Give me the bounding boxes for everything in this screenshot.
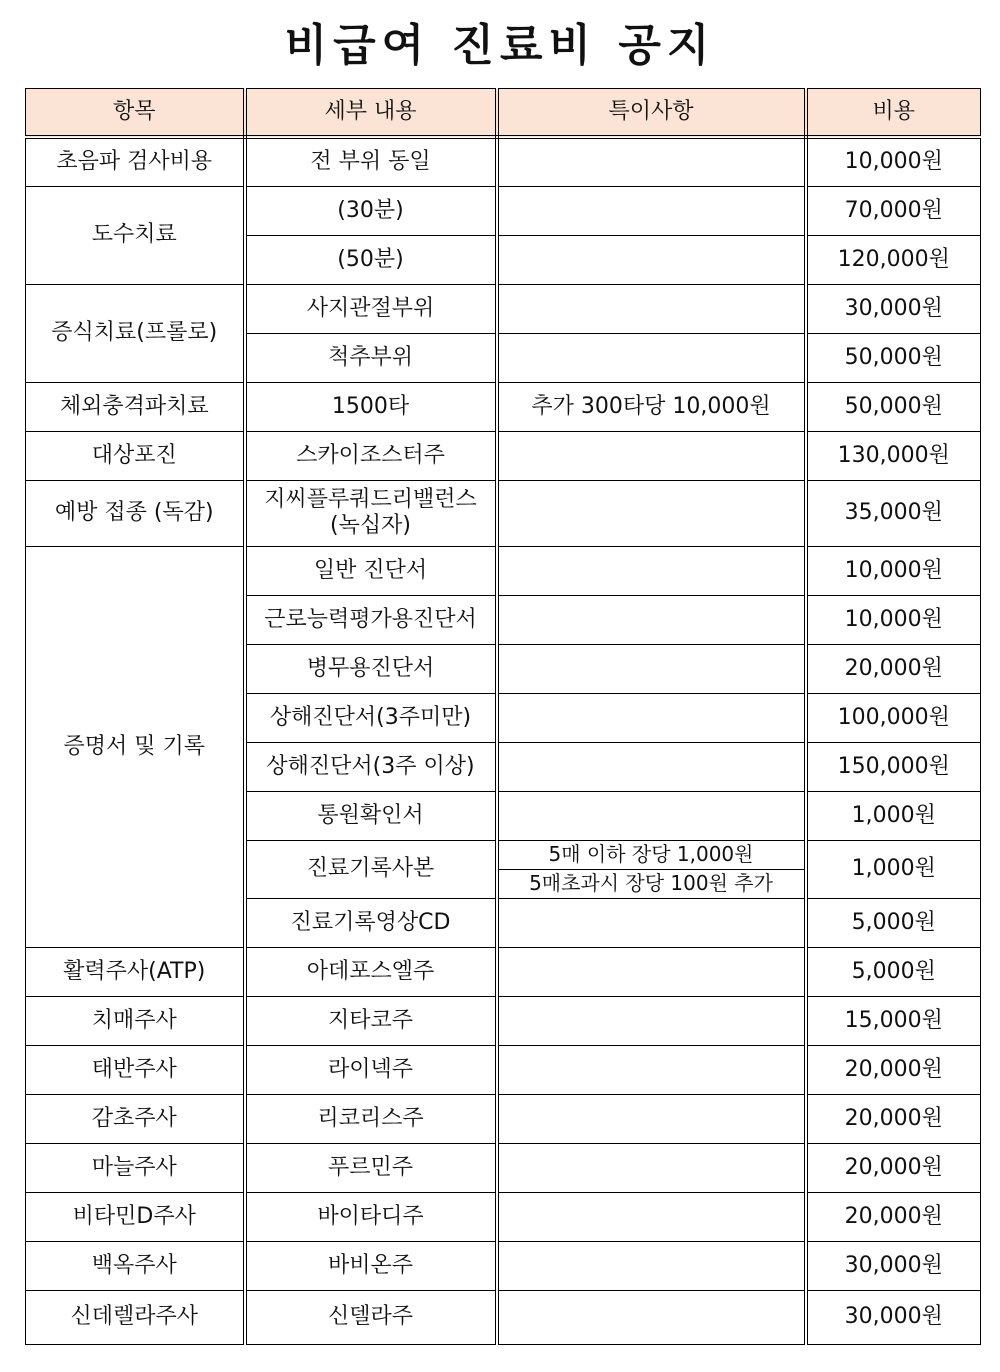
table-header-row	[26, 89, 981, 138]
note-cell	[497, 284, 806, 333]
page-title: 비급여 진료비 공지	[284, 20, 716, 71]
table-row	[26, 284, 981, 333]
note-cell	[497, 431, 806, 480]
item-cell: 도수치료	[26, 186, 245, 284]
note-cell	[497, 1094, 806, 1143]
note-cell	[497, 996, 806, 1045]
table-row	[26, 1192, 981, 1241]
detail-cell: 1500타	[245, 382, 497, 431]
item-cell: 비타민D주사	[26, 1192, 245, 1241]
table-row	[26, 1094, 981, 1143]
cost-cell: 100,000원	[806, 693, 981, 742]
note-cell	[497, 898, 806, 947]
cost-cell: 50,000원	[806, 382, 981, 431]
detail-cell: 푸르민주	[245, 1143, 497, 1192]
detail-cell: 근로능력평가용진단서	[245, 595, 497, 644]
cost-cell: 20,000원	[806, 1192, 981, 1241]
item-cell: 증식치료(프롤로)	[26, 284, 245, 382]
cost-cell: 15,000원	[806, 996, 981, 1045]
item-cell: 증명서 및 기록	[26, 546, 245, 947]
note-cell	[497, 840, 806, 898]
cost-cell: 35,000원	[806, 480, 981, 546]
note-cell	[497, 693, 806, 742]
table-row	[26, 996, 981, 1045]
cost-cell: 10,000원	[806, 595, 981, 644]
detail-cell: 상해진단서(3주 이상)	[245, 742, 497, 791]
detail-cell: 사지관절부위	[245, 284, 497, 333]
detail-cell: 일반 진단서	[245, 546, 497, 595]
detail-cell: 척추부위	[245, 333, 497, 382]
item-cell: 치매주사	[26, 996, 245, 1045]
item-cell: 마늘주사	[26, 1143, 245, 1192]
header-item: 항목	[26, 89, 245, 138]
cost-cell: 1,000원	[806, 840, 981, 898]
detail-cell: 스카이조스터주	[245, 431, 497, 480]
detail-cell: (50분)	[245, 235, 497, 284]
note-cell	[497, 644, 806, 693]
item-cell: 예방 접종 (독감)	[26, 480, 245, 546]
note-cell	[497, 235, 806, 284]
detail-cell: 신델라주	[245, 1290, 497, 1344]
detail-cell: 진료기록사본	[245, 840, 497, 898]
detail-cell: 통원확인서	[245, 791, 497, 840]
cost-cell: 120,000원	[806, 235, 981, 284]
detail-cell: 아데포스엘주	[245, 947, 497, 996]
cost-cell: 130,000원	[806, 431, 981, 480]
detail-line: (녹십자)	[330, 513, 411, 538]
detail-cell: (30분)	[245, 186, 497, 235]
header-cost: 비용	[806, 89, 981, 138]
detail-cell: 바비온주	[245, 1241, 497, 1290]
detail-cell	[245, 480, 497, 546]
note-cell	[497, 186, 806, 235]
note-cell	[497, 1290, 806, 1344]
item-cell: 체외충격파치료	[26, 382, 245, 431]
cost-cell: 1,000원	[806, 791, 981, 840]
cost-cell: 5,000원	[806, 947, 981, 996]
item-cell: 초음파 검사비용	[26, 137, 245, 186]
cost-cell: 30,000원	[806, 284, 981, 333]
note-cell	[497, 333, 806, 382]
table-row	[26, 1045, 981, 1094]
fee-table	[25, 88, 981, 1345]
item-cell: 대상포진	[26, 431, 245, 480]
detail-cell: 병무용진단서	[245, 644, 497, 693]
cost-cell: 70,000원	[806, 186, 981, 235]
cost-cell: 50,000원	[806, 333, 981, 382]
note-cell	[497, 137, 806, 186]
table-row	[26, 382, 981, 431]
table-row	[26, 947, 981, 996]
detail-cell: 전 부위 동일	[245, 137, 497, 186]
detail-cell: 바이타디주	[245, 1192, 497, 1241]
note-cell	[497, 480, 806, 546]
cost-cell: 30,000원	[806, 1290, 981, 1344]
cost-cell: 20,000원	[806, 644, 981, 693]
item-cell: 태반주사	[26, 1045, 245, 1094]
table-row	[26, 137, 981, 186]
table-row	[26, 431, 981, 480]
note-cell: 추가 300타당 10,000원	[497, 382, 806, 431]
detail-line: 지씨플루쿼드리밸런스	[264, 487, 477, 512]
table-row	[26, 480, 981, 546]
cost-cell: 10,000원	[806, 137, 981, 186]
item-cell: 활력주사(ATP)	[26, 947, 245, 996]
note-cell	[497, 742, 806, 791]
header-note: 특이사항	[497, 89, 806, 138]
item-cell: 신데렐라주사	[26, 1290, 245, 1344]
note-line: 5매 이하 장당 1,000원	[499, 841, 804, 870]
table-row	[26, 1241, 981, 1290]
note-cell	[497, 595, 806, 644]
header-detail: 세부 내용	[245, 89, 497, 138]
table-row	[26, 1290, 981, 1344]
cost-cell: 150,000원	[806, 742, 981, 791]
table-row	[26, 1143, 981, 1192]
note-cell	[497, 1045, 806, 1094]
detail-cell: 지타코주	[245, 996, 497, 1045]
note-cell	[497, 546, 806, 595]
note-cell	[497, 791, 806, 840]
note-cell	[497, 1241, 806, 1290]
cost-cell: 20,000원	[806, 1143, 981, 1192]
note-line: 5매초과시 장당 100원 추가	[529, 870, 773, 895]
cost-cell: 10,000원	[806, 546, 981, 595]
detail-cell: 상해진단서(3주미만)	[245, 693, 497, 742]
detail-cell: 라이넥주	[245, 1045, 497, 1094]
cost-cell: 20,000원	[806, 1094, 981, 1143]
table-row	[26, 546, 981, 595]
note-cell	[497, 1192, 806, 1241]
item-cell: 감초주사	[26, 1094, 245, 1143]
detail-cell: 리코리스주	[245, 1094, 497, 1143]
item-cell: 백옥주사	[26, 1241, 245, 1290]
note-cell	[497, 1143, 806, 1192]
detail-cell: 진료기록영상CD	[245, 898, 497, 947]
table-row	[26, 186, 981, 235]
note-cell	[497, 947, 806, 996]
cost-cell: 20,000원	[806, 1045, 981, 1094]
cost-cell: 5,000원	[806, 898, 981, 947]
cost-cell: 30,000원	[806, 1241, 981, 1290]
